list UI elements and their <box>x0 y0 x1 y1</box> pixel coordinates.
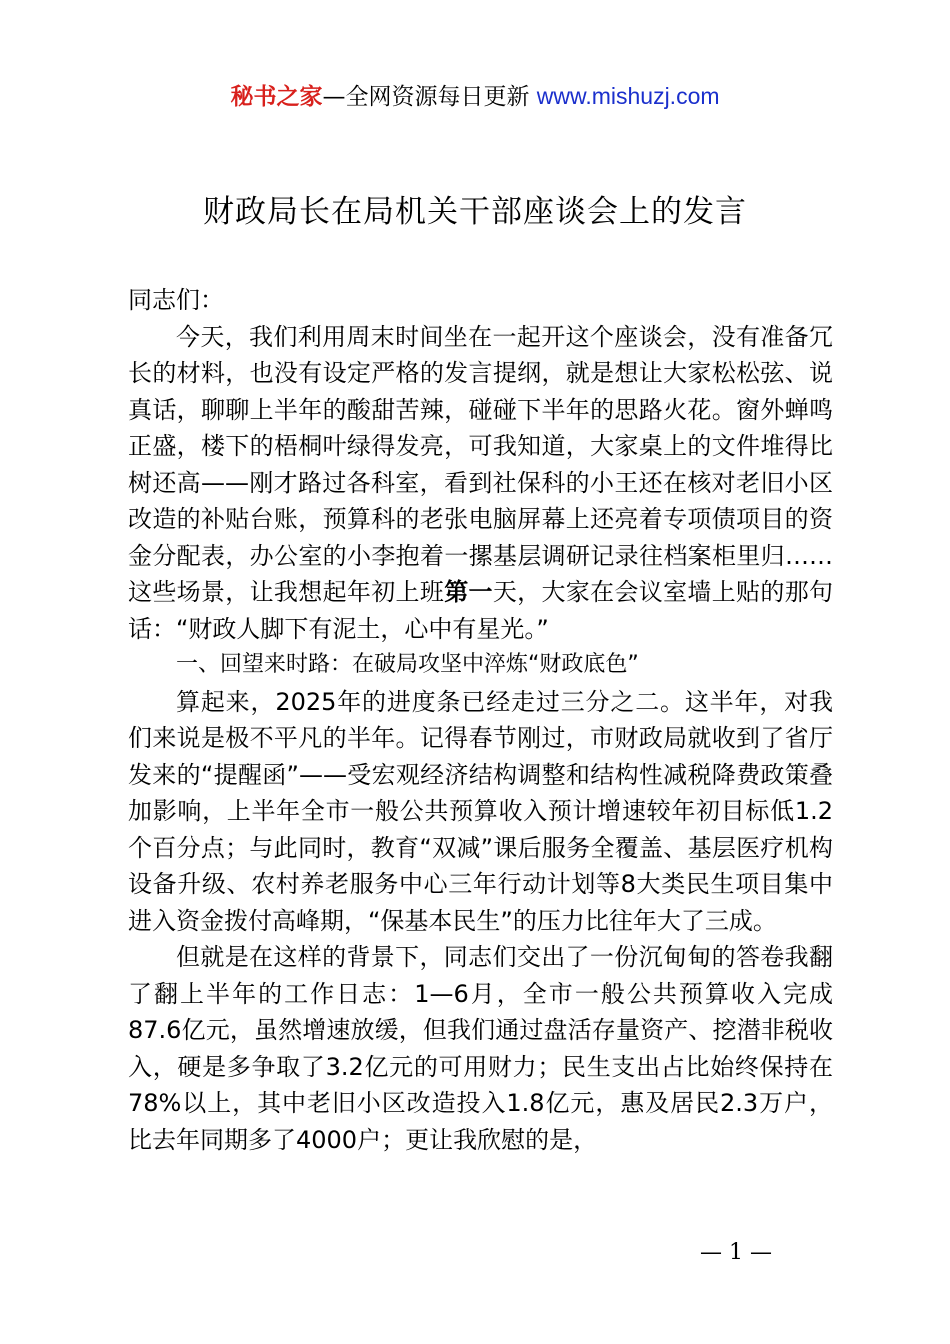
section-heading-1: 一、回望来时路：在破局攻坚中淬炼“财政底色” <box>176 652 639 677</box>
site-url-link[interactable]: www.mishuzj.com <box>536 83 720 109</box>
paragraph-intro-text-a: 今天，我们利用周末时间坐在一起开这个座谈会，没有准备冗长的材料，也没有设定严格的发言提纲，就是想让大家松松弦、说真话，聊聊上半年的酸甜苦辣，碰碰下半年的思路火花。窗外蝉鸣正盛，楼下的梧桐叶绿得发亮，可我知道，大家桌上的文件堆得比树还高——刚才路过各科室，看到社保科的小王还在核对老旧小区改造的补贴台账，预算科的老张电脑屏幕上还亮着专项债项目的资金分配表，办公室的小李抱着一摞基层调研记录往档案柜里归……这些场景，让我想起年初上班 <box>128 322 833 606</box>
page-number: — 1 — <box>700 1240 772 1265</box>
paragraph-intro <box>128 319 833 648</box>
brand-name: 秘书之家 <box>230 84 323 110</box>
paragraph-intro-text-b: 天，大家在会议室墙上贴的那句话：“财政人脚下有泥土，心中有星光。” <box>128 578 834 643</box>
paragraph-review: 算起来，2025年的进度条已经走过三分之二。这半年，对我们来说是极不平凡的半年。记得春节刚过，市财政局就收到了省厅发来的“提醒函”——受宏观经济结构调整和结构性减税降费政策叠加影响，上半年全市一般公共预算收入预计增速较年初目标低1.2个百分点；与此同时，教育“双减”课后服务全覆盖、基层医疗机构设备升级、农村养老服务中心三年行动计划等8大类民生项目集中进入资金拨付高峰期，“保基本民生”的压力比往年大了三成。 <box>128 687 833 935</box>
salutation: 同志们： <box>128 286 224 314</box>
paragraph-intro-bold: 第一 <box>444 578 493 606</box>
header-tagline: —全网资源每日更新 <box>322 84 537 110</box>
document-title: 财政局长在局机关干部座谈会上的发言 <box>203 194 747 230</box>
paragraph-results: 但就是在这样的背景下，同志们交出了一份沉甸甸的答卷我翻了翻上半年的工作日志：1—6月，全市一般公共预算收入完成87.6亿元，虽然增速放缓，但我们通过盘活存量资产、挖潜非税收入，硬是多争取了3.2亿元的可用财力；民生支出占比始终保持在78%以上，其中老旧小区改造投入1.8亿元，惠及居民2.3万户，比去年同期多了4000户；更让我欣慰的是， <box>128 943 833 1154</box>
site-header <box>0 80 950 113</box>
document-body <box>128 282 833 1158</box>
